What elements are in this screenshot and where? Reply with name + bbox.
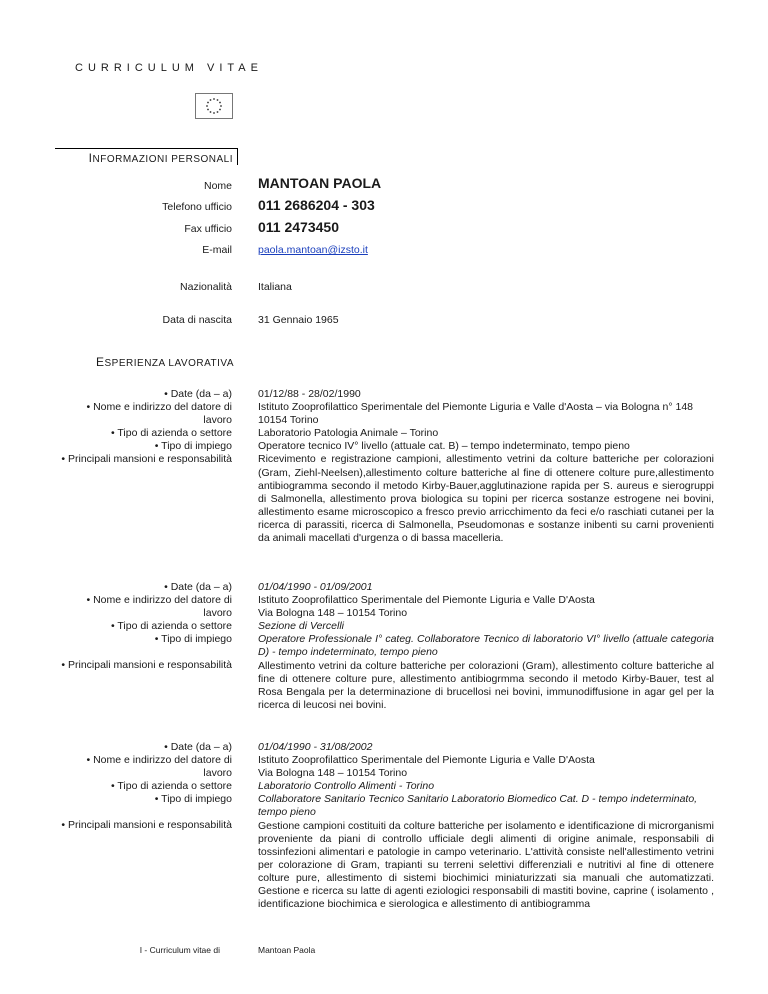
eu-flag-logo bbox=[195, 93, 233, 119]
label-employment: • Tipo di impiego bbox=[32, 633, 232, 646]
job1-employer: Istituto Zooprofilattico Sperimentale del Piemonte Liguria e Valle d'Aosta – via Bologna n° 148 bbox=[258, 401, 694, 414]
label-dates: • Date (da – a) bbox=[32, 388, 232, 401]
job2-sector: Sezione di Vercelli bbox=[258, 620, 344, 633]
label-sector: • Tipo di azienda o settore bbox=[32, 780, 232, 793]
label-employer-cont: lavoro bbox=[203, 414, 232, 426]
label-email: E-mail bbox=[202, 244, 232, 256]
job1-dates: 01/12/88 - 28/02/1990 bbox=[258, 388, 361, 400]
label-data-nascita: Data di nascita bbox=[162, 314, 232, 326]
label-employer: • Nome e indirizzo del datore di bbox=[32, 401, 232, 414]
job2-duties: Allestimento vetrini da colture batteriche per colorazioni (Gram), allestimento colture batteriche al fine di ottenere colture pure, allestimento antibiogrmma secondo il metodo Kirby-Bauer, test al Rosa Bengala per la determinazione di brucellosi nei bovini, immunodiffusione in agar gel per la ricerca di leucosi nei bovini. bbox=[258, 659, 714, 711]
label-sector: • Tipo di azienda o settore bbox=[32, 620, 232, 633]
job3-employer: Istituto Zooprofilattico Sperimentale del Piemonte Liguria e Valle D'Aosta bbox=[258, 754, 595, 767]
job3-sector: Laboratorio Controllo Alimenti - Torino bbox=[258, 780, 435, 793]
label-nazionalita: Nazionalità bbox=[180, 281, 232, 293]
label-sector: • Tipo di azienda o settore bbox=[32, 427, 232, 440]
section-personal-info: INFORMAZIONI PERSONALI bbox=[55, 148, 238, 165]
label-employer-cont: lavoro bbox=[203, 767, 232, 779]
job2-employer-cont: Via Bologna 148 – 10154 Torino bbox=[258, 607, 408, 620]
label-dates: • Date (da – a) bbox=[32, 581, 232, 594]
job3-labels bbox=[32, 741, 232, 832]
label-fax: Fax ufficio bbox=[184, 223, 232, 235]
job2-dates: 01/04/1990 - 01/09/2001 bbox=[258, 581, 373, 593]
label-employment: • Tipo di impiego bbox=[32, 440, 232, 453]
job2-values bbox=[258, 581, 714, 712]
section-work-experience: ESPERIENZA LAVORATIVA bbox=[96, 355, 234, 369]
job3-employment: Collaboratore Sanitario Tecnico Sanitario Laboratorio Biomedico Cat. D - tempo indeterminato, tempo pieno bbox=[258, 793, 698, 819]
cv-title: CURRICULUM VITAE bbox=[75, 62, 263, 74]
email-link[interactable]: paola.mantoan@izsto.it bbox=[258, 244, 368, 256]
label-employer: • Nome e indirizzo del datore di bbox=[32, 594, 232, 607]
label-duties: • Principali mansioni e responsabilità bbox=[32, 659, 232, 672]
job2-employer: Istituto Zooprofilattico Sperimentale del Piemonte Liguria e Valle D'Aosta bbox=[258, 594, 595, 607]
value-data-nascita: 31 Gennaio 1965 bbox=[258, 314, 339, 326]
value-telefono: 011 2686204 - 303 bbox=[258, 197, 375, 213]
job1-employment: Operatore tecnico IV° livello (attuale cat. B) – tempo indeterminato, tempo pieno bbox=[258, 440, 630, 453]
label-employer: • Nome e indirizzo del datore di bbox=[32, 754, 232, 767]
job3-duties: Gestione campioni costituiti da colture batteriche per isolamento e identificazione di microrganismi proveniente da piani di controllo ufficiale degli alimenti di origine animale, responsabili di tossinfezioni alimentari e patologie in campo veterinario. L'attività consiste nell'allestimento vetrini per colorazione di Gram, trapianti su terreni selettivi differenziali e nutritivi al fine di ottenere colture pure, allestimento di sistemi biochimici miniaturizzati sia manuali che automatizzati. Gestione e ricerca su latte di agenti eziologici responsabili di mastiti bovine, caprine ( isolamento , identificazione biochimica e sierologica e allestimento di antibiogramma bbox=[258, 819, 714, 911]
value-nome: MANTOAN PAOLA bbox=[258, 175, 382, 191]
label-employer-cont: lavoro bbox=[203, 607, 232, 619]
job1-labels bbox=[32, 388, 232, 466]
label-dates: • Date (da – a) bbox=[32, 741, 232, 754]
value-nazionalita: Italiana bbox=[258, 281, 292, 293]
job1-employer-cont: 10154 Torino bbox=[258, 414, 319, 427]
label-nome: Nome bbox=[203, 180, 232, 192]
label-duties: • Principali mansioni e responsabilità bbox=[32, 819, 232, 832]
job2-employment: Operatore Professionale I° categ. Collaboratore Tecnico di laboratorio VI° livello (attuale categoria D) - tempo indeterminato, tempo pieno bbox=[258, 633, 714, 659]
label-employment: • Tipo di impiego bbox=[32, 793, 232, 806]
job2-labels bbox=[32, 581, 232, 672]
footer-page-label: I - Curriculum vitae di bbox=[139, 945, 220, 955]
job3-employer-cont: Via Bologna 148 – 10154 Torino bbox=[258, 767, 408, 780]
footer-name: Mantoan Paola bbox=[258, 945, 316, 955]
job3-values bbox=[258, 741, 714, 911]
job1-sector: Laboratorio Patologia Animale – Torino bbox=[258, 427, 439, 440]
label-telefono: Telefono ufficio bbox=[162, 201, 232, 213]
job1-duties: Ricevimento e registrazione campioni, allestimento vetrini da colture batteriche per colorazioni (Gram, Ziehl-Neelsen),allestimento colture batteriche al fine di ottenere colture pure,allestimento antibiogramma secondo il metodo Kirby-Bauer,agglutinazione rapida per S. aureus e sierogruppi di Salmonella, allestimento prova biologica su topini per ricerca sostanze estrogene nei bovini, allestimento esame microscopico a fresco previo arricchimento da feci e/o raschiati cutanei per la ricerca di parassiti, ricerca di Salmonella, Pseudomonas e sostanze inibenti su carni provenienti da animali macellati d'urgenza o di bassa macelleria. bbox=[258, 453, 714, 545]
job3-dates: 01/04/1990 - 31/08/2002 bbox=[258, 741, 373, 753]
value-fax: 011 2473450 bbox=[258, 219, 339, 235]
label-duties: • Principali mansioni e responsabilità bbox=[32, 453, 232, 466]
job1-values bbox=[258, 388, 714, 545]
